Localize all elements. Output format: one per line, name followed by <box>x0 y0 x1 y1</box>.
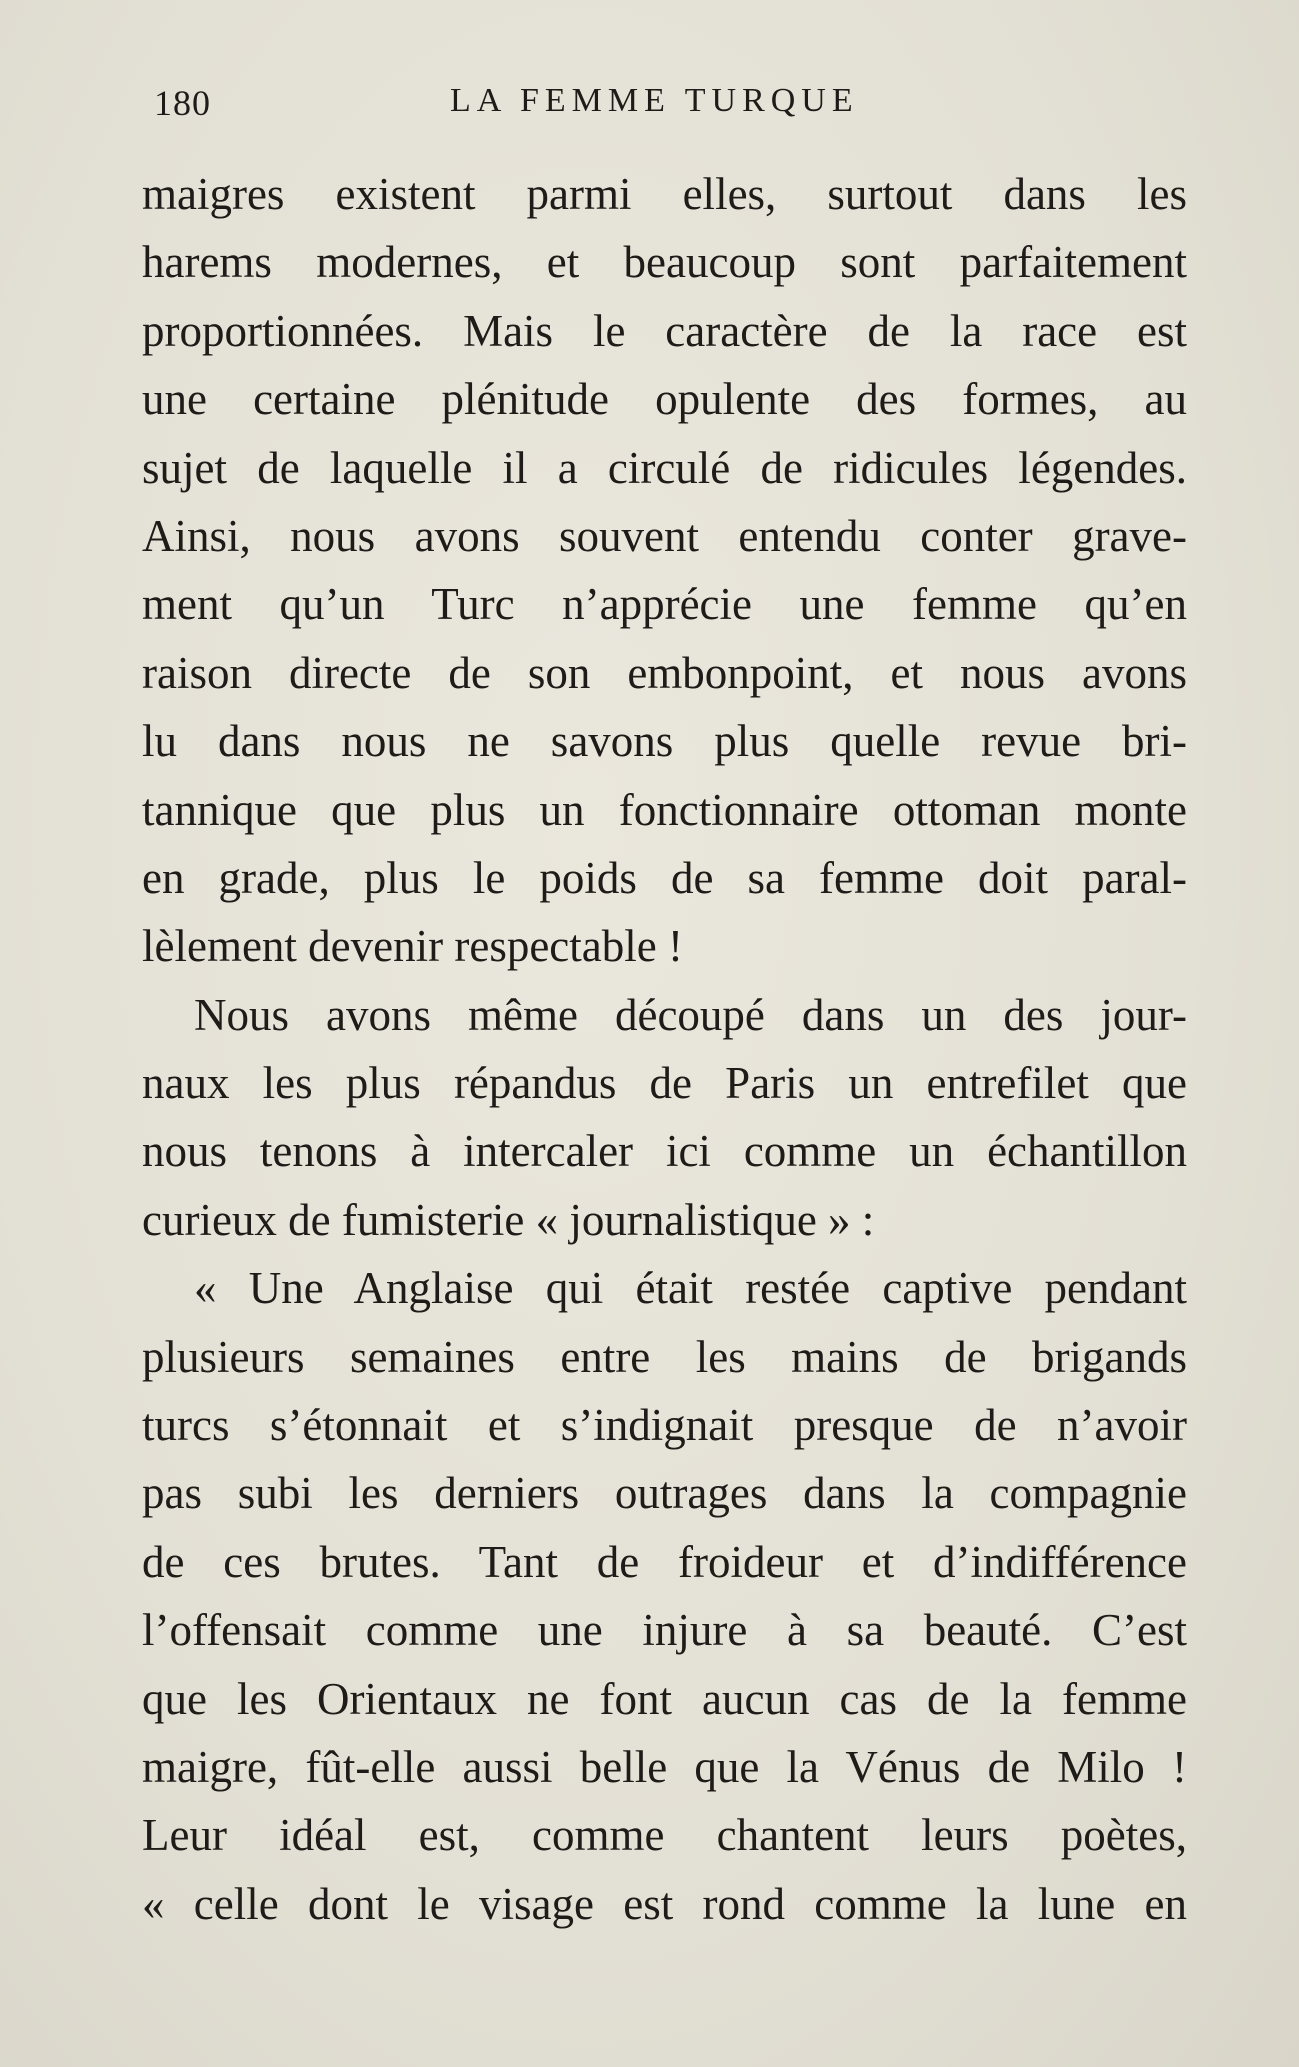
text-line: « Une Anglaise qui était restée captive pendant <box>194 1263 1187 1314</box>
running-title: LA FEMME TURQUE <box>450 82 859 119</box>
text-line: nous tenons à intercaler ici comme un échantillon <box>142 1126 1187 1177</box>
text-line: que les Orientaux ne font aucun cas de la femme <box>142 1673 1187 1724</box>
text-line: « celle dont le visage est rond comme la lune en <box>142 1878 1187 1929</box>
text-line: maigres existent parmi elles, surtout dans les <box>142 169 1187 219</box>
text-line: l’offensait comme une injure à sa beauté. C’est <box>142 1605 1187 1656</box>
text-line: Nous avons même découpé dans un des jour- <box>194 989 1187 1040</box>
text-line: ment qu’un Turc n’apprécie une femme qu’en <box>142 579 1187 630</box>
text-line: en grade, plus le poids de sa femme doit paral- <box>142 852 1187 903</box>
text-line: naux les plus répandus de Paris un entrefilet que <box>142 1058 1187 1109</box>
page-header <box>150 82 1190 132</box>
body-text <box>142 160 1187 1938</box>
text-line: plusieurs semaines entre les mains de brigands <box>142 1331 1187 1382</box>
paragraph-1 <box>142 160 1187 981</box>
text-line: raison directe de son embonpoint, et nous avons <box>142 647 1187 698</box>
text-line: turcs s’étonnait et s’indignait presque de n’avoir <box>142 1400 1187 1451</box>
text-line: proportionnées. Mais le caractère de la race est <box>142 305 1187 356</box>
text-line: Ainsi, nous avons souvent entendu conter grave- <box>142 510 1187 561</box>
text-line: harems modernes, et beaucoup sont parfaitement <box>142 237 1187 288</box>
text-line: sujet de laquelle il a circulé de ridicules légendes. <box>142 442 1187 493</box>
text-line: maigre, fût-elle aussi belle que la Vénus de Milo ! <box>142 1741 1187 1792</box>
text-line: de ces brutes. Tant de froideur et d’indifférence <box>142 1536 1187 1587</box>
text-line: curieux de fumisterie « journalistique » : <box>142 1194 875 1245</box>
text-line: une certaine plénitude opulente des formes, au <box>142 374 1187 425</box>
text-line: lèlement devenir respectable ! <box>142 921 683 972</box>
text-line: lu dans nous ne savons plus quelle revue bri- <box>142 716 1187 767</box>
paragraph-2 <box>142 981 1187 1255</box>
text-line: tannique que plus un fonctionnaire ottoman monte <box>142 784 1187 835</box>
paragraph-3-quotation <box>142 1254 1187 1938</box>
page-number: 180 <box>154 83 211 123</box>
text-line: Leur idéal est, comme chantent leurs poètes, <box>142 1810 1187 1861</box>
text-line: pas subi les derniers outrages dans la compagnie <box>142 1468 1187 1519</box>
